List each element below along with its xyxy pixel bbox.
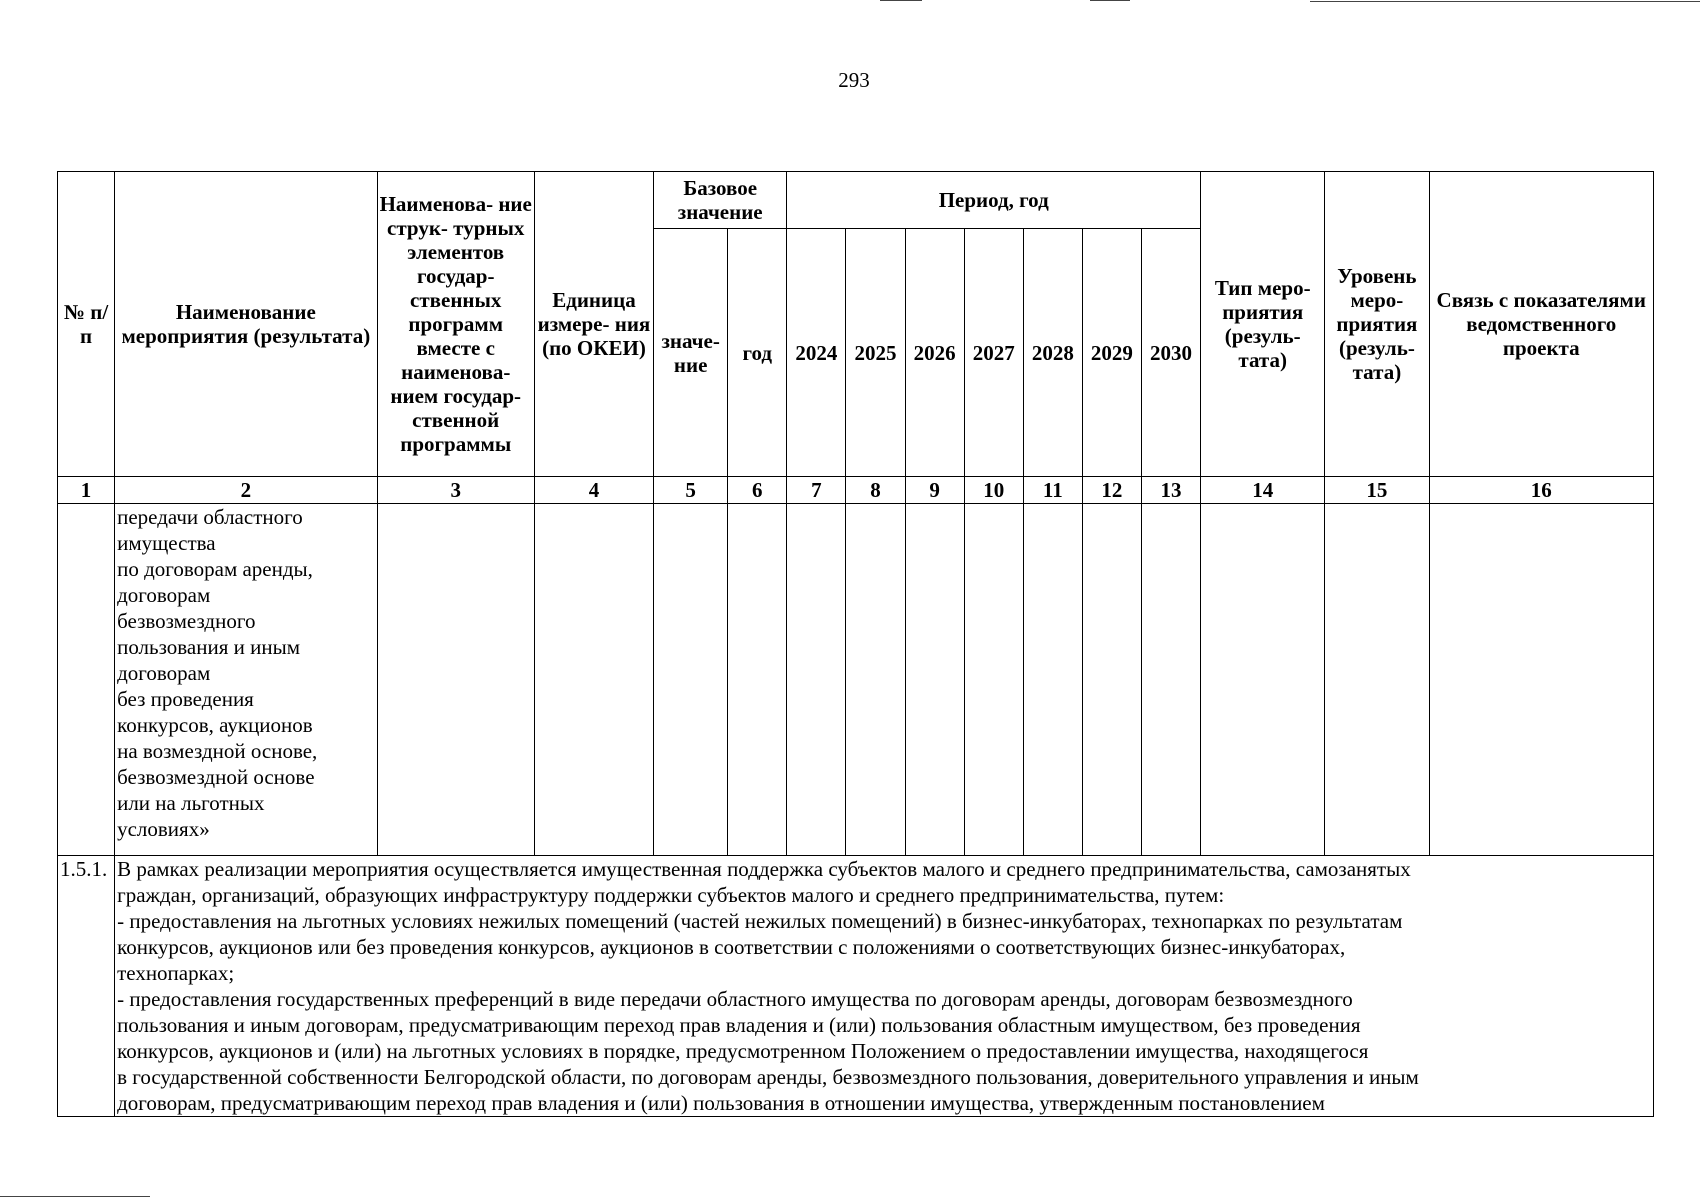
- text-line: или на льготных: [117, 791, 265, 815]
- scan-edge-line: [1090, 0, 1130, 1]
- column-number: 16: [1429, 477, 1654, 504]
- continued-activity-name: [115, 504, 377, 856]
- column-number: 11: [1023, 477, 1082, 504]
- table-cell-empty: [1141, 504, 1200, 856]
- text-line: конкурсов, аукционов: [117, 713, 313, 737]
- header-year-2030: 2030: [1141, 229, 1200, 477]
- header-activity-level: Уровень меро- приятия (резуль- тата): [1325, 172, 1429, 477]
- header-row-number: № п/п: [58, 172, 115, 477]
- table-cell-empty: [534, 504, 653, 856]
- table-cell-empty: [964, 504, 1023, 856]
- header-year-2024: 2024: [787, 229, 846, 477]
- text-line: граждан, организаций, образующих инфраструктуру поддержки субъектов малого и среднего предпринимательства, путем:: [117, 883, 1225, 907]
- text-line: безвозмездной основе: [117, 765, 315, 789]
- table-cell-empty: [846, 504, 905, 856]
- header-year-2025: 2025: [846, 229, 905, 477]
- text-line: в государственной собственности Белгородской области, по договорам аренды, безвозмездного пользования, доверительного управления и иным: [117, 1065, 1419, 1089]
- table-cell-empty: [1201, 504, 1325, 856]
- table-cell-empty: [1082, 504, 1141, 856]
- table-cell-empty: [1023, 504, 1082, 856]
- column-number: 5: [654, 477, 728, 504]
- table-cell-empty: [1429, 504, 1654, 856]
- column-number: 13: [1141, 477, 1200, 504]
- text-line: - предоставления на льготных условиях нежилых помещений (частей нежилых помещений) в бизнес-инкубаторах, технопарках по результатам: [117, 909, 1403, 933]
- item-number: 1.5.1.: [58, 856, 115, 1117]
- column-number: 8: [846, 477, 905, 504]
- header-activity-name: Наименование мероприятия (результата): [115, 172, 377, 477]
- page-number: 293: [838, 68, 870, 92]
- text-line: на возмездной основе,: [117, 739, 318, 763]
- table-cell-empty: [58, 504, 115, 856]
- table-cell-empty: [905, 504, 964, 856]
- text-line: имущества: [117, 531, 216, 555]
- column-number: 10: [964, 477, 1023, 504]
- header-base-value-value: значе- ние: [654, 229, 728, 477]
- table-cell-empty: [377, 504, 534, 856]
- text-line: договорам: [117, 661, 211, 685]
- table-cell-empty: [787, 504, 846, 856]
- column-number: 7: [787, 477, 846, 504]
- text-line: пользования и иным: [117, 635, 300, 659]
- text-line: В рамках реализации мероприятия осуществляется имущественная поддержка субъектов малого и среднего предпринимательства, самозанятых: [117, 857, 1411, 881]
- header-year-2029: 2029: [1082, 229, 1141, 477]
- scan-edge-line: [880, 0, 922, 1]
- table-cell-empty: [654, 504, 728, 856]
- text-line: конкурсов, аукционов или без проведения конкурсов, аукционов в соответствии с положениями о соответствующих бизнес-инкубаторах,: [117, 935, 1346, 959]
- column-number: 1: [58, 477, 115, 504]
- table-cell-empty: [1325, 504, 1429, 856]
- text-line: конкурсов, аукционов и (или) на льготных условиях в порядке, предусмотренном Положением о предоставлении имущества, находящегося: [117, 1039, 1369, 1063]
- table-row-item: [58, 856, 1654, 1117]
- text-line: условиях»: [117, 817, 210, 841]
- column-number: 2: [115, 477, 377, 504]
- text-line: пользования и иным договорам, предусматривающим переход прав владения и (или) пользования областным имуществом, без проведения: [117, 1013, 1361, 1037]
- text-line: технопарках;: [117, 961, 235, 985]
- column-number: 4: [534, 477, 653, 504]
- header-year-2027: 2027: [964, 229, 1023, 477]
- header-structural-elements: Наименова- ние струк- турных элементов государ- ственных программ вместе с наименова- нием государ- ственной программы: [377, 172, 534, 477]
- header-unit: Единица измере- ния (по ОКЕИ): [534, 172, 653, 477]
- column-number: 9: [905, 477, 964, 504]
- header-base-value-year: год: [728, 229, 787, 477]
- column-number: 3: [377, 477, 534, 504]
- header-period: Период, год: [787, 172, 1201, 229]
- column-number: 14: [1201, 477, 1325, 504]
- header-year-2028: 2028: [1023, 229, 1082, 477]
- text-line: договорам: [117, 583, 211, 607]
- text-line: безвозмездного: [117, 609, 256, 633]
- activities-table: [57, 171, 1654, 1117]
- table-cell-empty: [728, 504, 787, 856]
- text-line: передачи областного: [117, 505, 303, 529]
- header-indicator-link: Связь с показателями ведомственного проекта: [1429, 172, 1654, 477]
- header-activity-type: Тип меро- приятия (резуль- тата): [1201, 172, 1325, 477]
- header-year-2026: 2026: [905, 229, 964, 477]
- column-number: 15: [1325, 477, 1429, 504]
- text-line: - предоставления государственных преференций в виде передачи областного имущества по договорам аренды, договорам безвозмездного: [117, 987, 1353, 1011]
- column-number: 6: [728, 477, 787, 504]
- item-description: [115, 856, 1654, 1117]
- scan-edge-line: [1310, 1, 1700, 2]
- scan-edge-line: [0, 1196, 150, 1197]
- column-number: 12: [1082, 477, 1141, 504]
- table-row-continuation: [58, 504, 1654, 856]
- text-line: по договорам аренды,: [117, 557, 313, 581]
- header-base-value: Базовое значение: [654, 172, 787, 229]
- text-line: без проведения: [117, 687, 254, 711]
- text-line: договорам, предусматривающим переход прав владения и (или) пользования в отношении имущества, утвержденным постановлением: [117, 1091, 1325, 1115]
